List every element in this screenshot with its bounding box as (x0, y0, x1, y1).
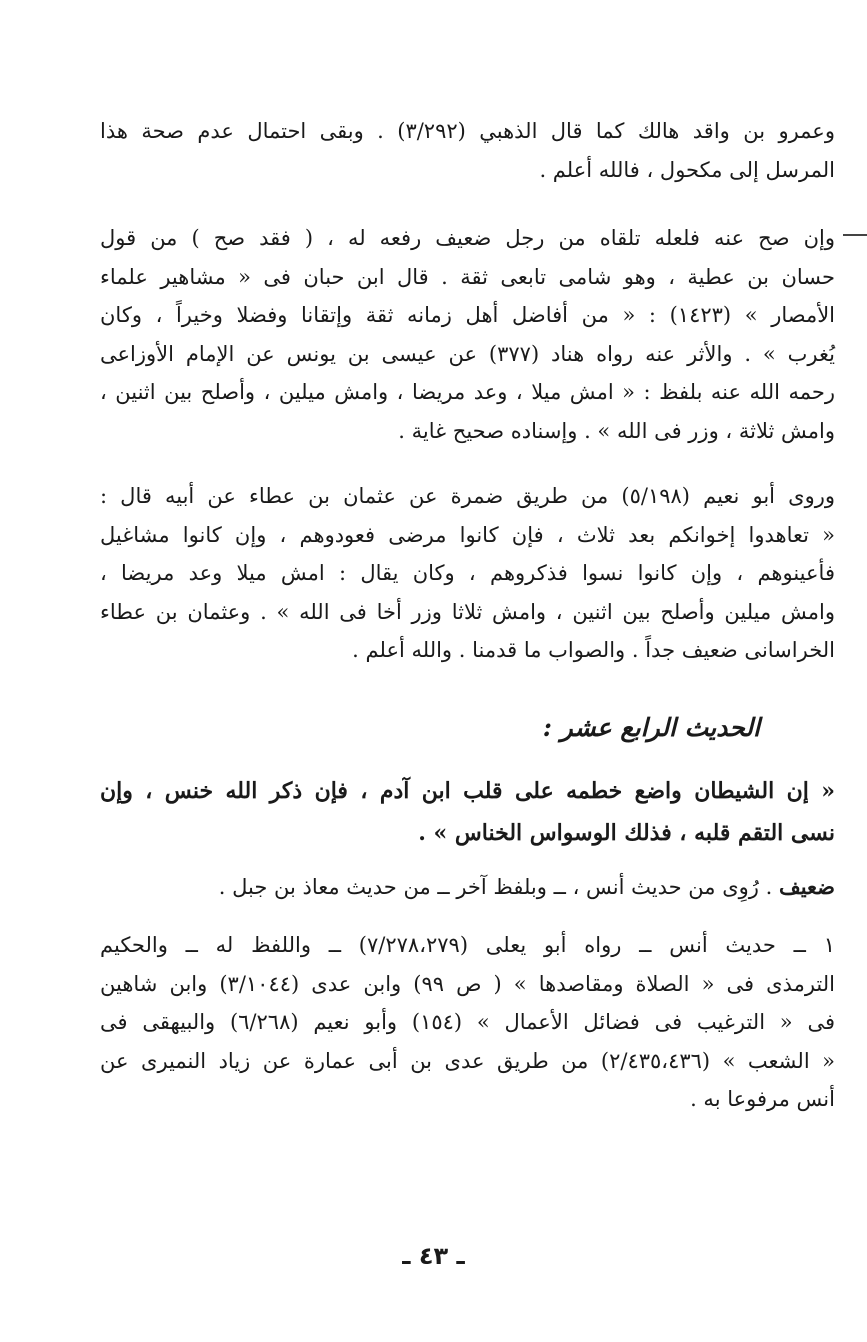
text-line: ١ ــ حديث أنس ــ رواه أبو يعلى (٧/٢٧٨،٢٧٩) ــ واللفظ له ــ والحكيم (100, 933, 835, 957)
text-line: وإن صح عنه فلعله تلقاه من رجل ضعيف رفعه له ، ( فقد صح ) من قول (100, 226, 835, 250)
text-line: يُغرب » . والأثر عنه رواه هناد (٣٧٧) عن عيسى بن يونس عن الإمام الأوزاعى (100, 341, 835, 366)
text-line: المرسل إلى مكحول ، فالله أعلم . (539, 157, 835, 182)
grade-paragraph (100, 868, 835, 907)
text-line: فى « الترغيب فى فضائل الأعمال » (١٥٤) وأبو نعيم (٦/٢٦٨) والبيهقى فى (100, 1010, 835, 1034)
paragraph-2 (100, 219, 835, 450)
text-line: الأمصار » (١٤٢٣) : « من أفاضل أهل زمانه ثقة وإتقانا وفضلا وخيراً ، وكان (100, 303, 836, 327)
page-body (100, 112, 835, 1119)
text-line: فأعينوهم ، وإن كانوا نسوا فذكروهم ، وكان يقال : امش ميلا وعد مريضا ، (100, 561, 835, 585)
text-line: الترمذى فى « الصلاة ومقاصدها » ( ص ٩٩) وابن عدى (٣/١٠٤٤) وابن شاهين (100, 971, 835, 996)
text-line: حسان بن عطية ، وهو شامى تابعى ثقة . قال ابن حبان فى « مشاهير علماء (100, 264, 835, 289)
text-line: « الشعب » (٢/٤٣٥،٤٣٦) من طريق عدى بن أبى عمارة عن زياد النميرى عن (100, 1048, 835, 1073)
paragraph-1 (100, 112, 835, 189)
grade-text: . رُوِى من حديث أنس ، ــ وبلفظ آخر ــ من حديث معاذ بن جبل . (218, 874, 779, 899)
page-number: ـ ٤٣ ـ (402, 1242, 465, 1270)
hadith-line: نسى التقم قلبه ، فذلك الوسواس الخناس » . (418, 819, 835, 846)
grade-line (100, 868, 835, 907)
section-heading: الحديث الرابع عشر : (542, 712, 760, 742)
page-edge-mark (843, 234, 867, 236)
text-line: وامش ثلاثة ، وزر فى الله » . وإسناده صحيح غاية . (398, 418, 835, 443)
text-line: رحمه الله عنه بلفظ : « امش ميلا ، وعد مريضا ، وامش ميلين ، وأصلح بين اثنين ، (100, 380, 835, 404)
text-line: وامش ميلين وأصلح بين اثنين ، وامش ثلاثا وزر أخا فى الله » . وعثمان بن عطاء (100, 599, 835, 624)
hadith-text (100, 770, 835, 854)
takhrij-paragraph (100, 926, 835, 1119)
grade-word: ضعيف (778, 873, 835, 899)
text-line: وروى أبو نعيم (٥/١٩٨) من طريق ضمرة عن عثمان بن عطاء عن أبيه قال : (100, 484, 835, 508)
hadith-line: « إن الشيطان واضع خطمه على قلب ابن آدم ، فإن ذكر الله خنس ، وإن (100, 777, 835, 804)
text-line: الخراسانى ضعيف جداً . والصواب ما قدمنا . والله أعلم . (352, 638, 835, 662)
text-line: « تعاهدوا إخوانكم بعد ثلاث ، فإن كانوا مرضى فعودوهم ، وإن كانوا مشاغيل (100, 522, 835, 547)
paragraph-3 (100, 477, 835, 670)
text-line: وعمرو بن واقد هالك كما قال الذهبي (٣/٢٩٢) . وبقى احتمال عدم صحة هذا (100, 119, 835, 143)
text-line: أنس مرفوعا به . (690, 1087, 835, 1111)
